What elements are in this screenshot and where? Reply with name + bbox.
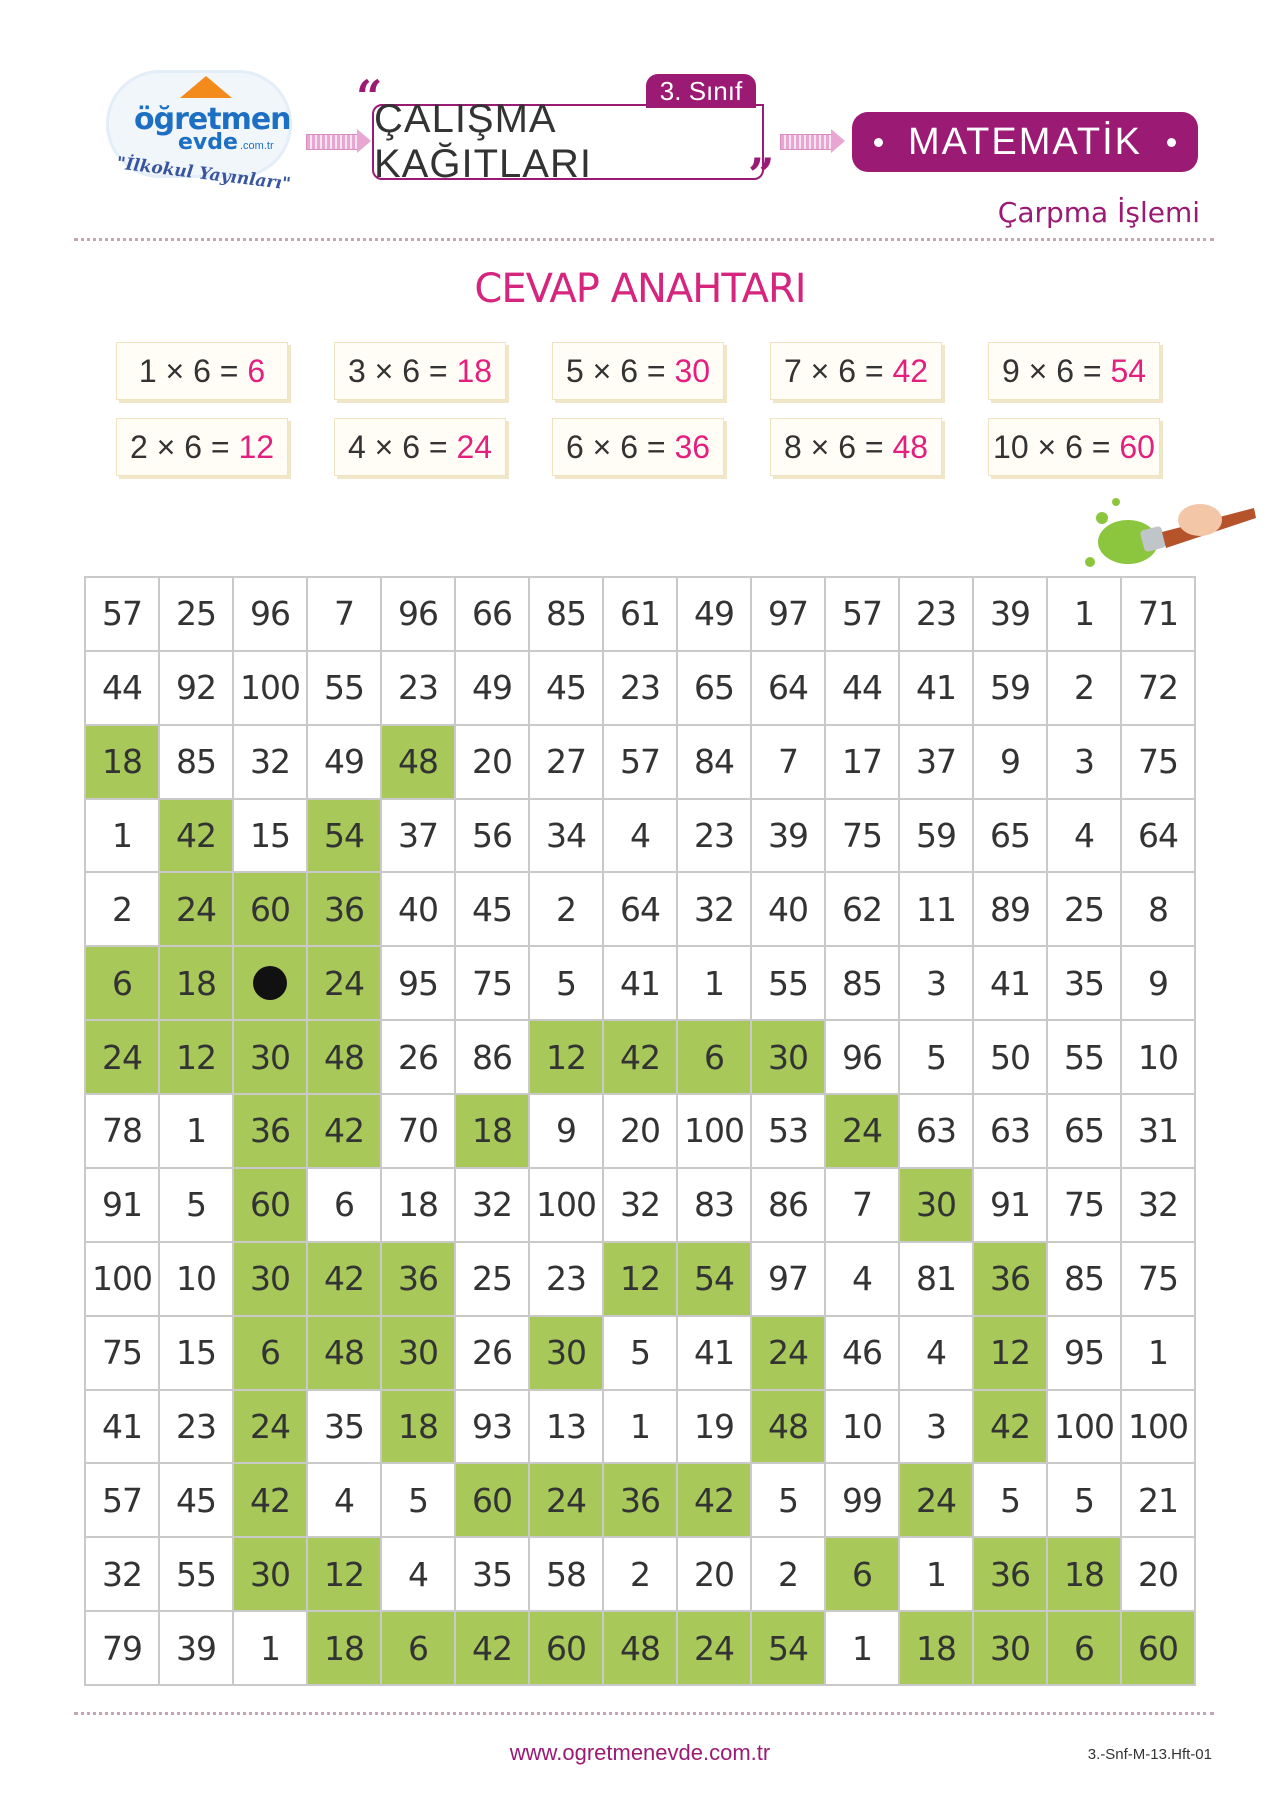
grid-cell[interactable]: 96 (826, 1021, 898, 1093)
grid-cell[interactable]: 19 (678, 1391, 750, 1463)
grid-cell[interactable]: 65 (1048, 1095, 1120, 1167)
equation-box (988, 418, 1160, 476)
grid-cell[interactable]: 5 (900, 1021, 972, 1093)
grid-cell[interactable]: 30 (234, 1243, 306, 1315)
grid-cell[interactable]: 49 (308, 726, 380, 798)
equation-expression: 8 × 6 = (783, 428, 893, 465)
grid-cell[interactable]: 63 (900, 1095, 972, 1167)
grid-cell[interactable]: 20 (456, 726, 528, 798)
grid-cell[interactable]: 6 (1048, 1612, 1120, 1684)
grid-cell[interactable]: 18 (86, 726, 158, 798)
equation-expression: 1 × 6 = (138, 352, 248, 389)
grid-cell[interactable]: 75 (826, 800, 898, 872)
grid-cell[interactable]: 23 (604, 652, 676, 724)
grid-cell[interactable]: 36 (604, 1464, 676, 1536)
equation-box (116, 342, 288, 400)
logo-brand-line1: öğretmen (134, 102, 291, 137)
header-divider (74, 238, 1214, 241)
equation-answer: 30 (674, 352, 711, 389)
grid-cell[interactable]: 75 (86, 1317, 158, 1389)
grid-cell[interactable]: 64 (752, 652, 824, 724)
grid-cell[interactable]: 96 (234, 578, 306, 650)
grid-cell[interactable]: 5 (382, 1464, 454, 1536)
grid-cell[interactable]: 1 (86, 800, 158, 872)
equation-answer: 36 (674, 428, 711, 465)
grid-cell[interactable]: 55 (160, 1538, 232, 1610)
grid-cell[interactable]: 36 (308, 873, 380, 945)
coloring-grid (84, 576, 1196, 1686)
grid-cell[interactable]: 95 (1048, 1317, 1120, 1389)
grid-cell[interactable]: 56 (456, 800, 528, 872)
grid-cell[interactable]: 23 (530, 1243, 602, 1315)
grid-cell[interactable]: 57 (86, 1464, 158, 1536)
grid-cell[interactable]: 24 (752, 1317, 824, 1389)
equation-answer: 6 (247, 352, 266, 389)
right-arrow-icon (780, 134, 832, 150)
grid-cell[interactable]: 57 (826, 578, 898, 650)
subject-label: MATEMATİK (907, 120, 1143, 163)
equation-answer: 24 (456, 428, 493, 465)
grid-cell[interactable]: 17 (826, 726, 898, 798)
grid-cell[interactable]: 30 (752, 1021, 824, 1093)
equation-answer: 48 (892, 428, 929, 465)
grid-cell[interactable]: 12 (604, 1243, 676, 1315)
grid-cell[interactable]: 75 (1122, 726, 1194, 798)
grid-cell[interactable]: 93 (456, 1391, 528, 1463)
grid-cell[interactable]: 24 (530, 1464, 602, 1536)
grid-cell[interactable]: 40 (382, 873, 454, 945)
grid-cell[interactable]: 4 (900, 1317, 972, 1389)
grid-cell[interactable]: 32 (678, 873, 750, 945)
grid-cell[interactable]: 63 (974, 1095, 1046, 1167)
right-arrow-icon (306, 134, 358, 150)
grid-cell[interactable]: 4 (308, 1464, 380, 1536)
grid-cell[interactable]: 60 (234, 873, 306, 945)
equation-expression: 4 × 6 = (347, 428, 457, 465)
document-code: 3.-Snf-M-13.Hft-01 (1087, 1746, 1212, 1763)
grid-cell[interactable]: 40 (752, 873, 824, 945)
equation-box (770, 342, 942, 400)
grid-cell[interactable]: 32 (604, 1169, 676, 1241)
equation-box (770, 418, 942, 476)
grid-cell[interactable]: 45 (160, 1464, 232, 1536)
grid-cell[interactable]: 54 (752, 1612, 824, 1684)
grid-cell[interactable]: 85 (826, 947, 898, 1019)
grid-cell[interactable]: 41 (86, 1391, 158, 1463)
grid-cell[interactable]: 53 (752, 1095, 824, 1167)
grid-cell[interactable]: 89 (974, 873, 1046, 945)
publisher-logo (100, 60, 300, 210)
grid-cell[interactable]: 24 (234, 1391, 306, 1463)
grid-cell[interactable]: 48 (752, 1391, 824, 1463)
grid-cell[interactable]: 55 (752, 947, 824, 1019)
grid-cell[interactable]: 9 (1122, 947, 1194, 1019)
grid-cell[interactable]: 45 (530, 652, 602, 724)
grid-cell[interactable]: 97 (752, 1243, 824, 1315)
equation-box (552, 418, 724, 476)
grid-cell[interactable]: 42 (308, 1243, 380, 1315)
grid-cell[interactable]: 48 (604, 1612, 676, 1684)
grid-cell[interactable]: 1 (900, 1538, 972, 1610)
logo-domain: .com.tr (240, 140, 274, 152)
grid-cell[interactable]: 48 (382, 726, 454, 798)
grid-cell[interactable]: 61 (604, 578, 676, 650)
grid-cell[interactable]: 6 (382, 1612, 454, 1684)
grid-cell[interactable]: 35 (456, 1538, 528, 1610)
grid-cell[interactable]: 13 (530, 1391, 602, 1463)
grid-cell[interactable]: 1 (1048, 578, 1120, 650)
grid-cell[interactable]: 42 (974, 1391, 1046, 1463)
grid-cell[interactable]: 34 (530, 800, 602, 872)
grid-cell[interactable]: 7 (752, 726, 824, 798)
grid-cell[interactable]: 3 (1048, 726, 1120, 798)
equation-box (334, 418, 506, 476)
grid-cell[interactable]: 64 (1122, 800, 1194, 872)
grid-cell[interactable]: 3 (900, 947, 972, 1019)
equation-answer: 54 (1110, 352, 1147, 389)
bullet-icon (1167, 138, 1176, 147)
worksheet-title: ÇALIŞMA KAĞITLARI (374, 97, 592, 186)
grid-cell[interactable]: 9 (530, 1095, 602, 1167)
grid-cell[interactable]: 10 (1122, 1021, 1194, 1093)
grid-cell[interactable]: 55 (308, 652, 380, 724)
grid-cell[interactable]: 1 (1122, 1317, 1194, 1389)
grid-cell[interactable]: 15 (160, 1317, 232, 1389)
equation-expression: 7 × 6 = (783, 352, 893, 389)
grid-cell[interactable]: 100 (1122, 1391, 1194, 1463)
grid-cell[interactable]: 5 (160, 1169, 232, 1241)
grid-cell[interactable]: 96 (382, 578, 454, 650)
grid-cell[interactable]: 32 (234, 726, 306, 798)
grid-cell[interactable]: 23 (678, 800, 750, 872)
grid-cell[interactable]: 72 (1122, 652, 1194, 724)
house-icon (180, 76, 232, 98)
grid-cell[interactable]: 2 (86, 873, 158, 945)
grid-cell[interactable]: 20 (1122, 1538, 1194, 1610)
grid-cell[interactable]: 60 (1122, 1612, 1194, 1684)
grid-cell[interactable]: 2 (530, 873, 602, 945)
equation-answer: 60 (1119, 428, 1155, 465)
grid-cell[interactable]: 64 (604, 873, 676, 945)
grid-cell[interactable]: 75 (456, 947, 528, 1019)
grid-cell[interactable]: 35 (1048, 947, 1120, 1019)
grid-cell[interactable]: 42 (456, 1612, 528, 1684)
equation-answer: 42 (892, 352, 929, 389)
grid-cell[interactable]: 10 (826, 1391, 898, 1463)
grid-cell[interactable]: 100 (1048, 1391, 1120, 1463)
equation-box (988, 342, 1160, 400)
grid-cell[interactable]: 2 (752, 1538, 824, 1610)
grid-cell[interactable]: 24 (678, 1612, 750, 1684)
grid-cell[interactable]: 18 (456, 1095, 528, 1167)
grid-cell[interactable]: 27 (530, 726, 602, 798)
grid-cell[interactable]: 26 (456, 1317, 528, 1389)
grid-cell[interactable]: 54 (678, 1243, 750, 1315)
logo-brand-line2: evde (178, 130, 238, 155)
grid-cell[interactable]: 65 (678, 652, 750, 724)
grid-cell[interactable]: 32 (86, 1538, 158, 1610)
grid-cell[interactable]: 31 (1122, 1095, 1194, 1167)
grid-cell[interactable]: 6 (234, 1317, 306, 1389)
grid-cell[interactable]: 85 (530, 578, 602, 650)
grid-cell[interactable]: 59 (900, 800, 972, 872)
grade-badge: 3. Sınıf (646, 74, 756, 108)
grid-cell[interactable]: 44 (826, 652, 898, 724)
grid-cell[interactable]: 39 (974, 578, 1046, 650)
equation-box (116, 418, 288, 476)
grid-cell[interactable]: 30 (974, 1612, 1046, 1684)
grid-cell[interactable]: 100 (234, 652, 306, 724)
grid-cell[interactable]: 48 (308, 1317, 380, 1389)
grid-cell[interactable]: 18 (160, 947, 232, 1019)
grid-cell[interactable]: 45 (456, 873, 528, 945)
grid-cell[interactable]: 83 (678, 1169, 750, 1241)
footer-website[interactable]: www.ogretmenevde.com.tr (509, 1740, 771, 1765)
grid-cell[interactable]: 12 (160, 1021, 232, 1093)
grid-cell[interactable]: 84 (678, 726, 750, 798)
grid-cell[interactable]: 5 (530, 947, 602, 1019)
grid-cell[interactable]: 60 (530, 1612, 602, 1684)
grid-cell[interactable]: 25 (160, 578, 232, 650)
grid-cell[interactable]: 62 (826, 873, 898, 945)
grid-cell[interactable]: 23 (382, 652, 454, 724)
grid-cell[interactable]: 57 (86, 578, 158, 650)
grid-cell[interactable]: 20 (604, 1095, 676, 1167)
grid-cell[interactable]: 95 (382, 947, 454, 1019)
grid-cell[interactable]: 41 (604, 947, 676, 1019)
grid-cell[interactable]: 15 (234, 800, 306, 872)
grid-cell[interactable]: 6 (826, 1538, 898, 1610)
bullet-icon (874, 138, 883, 147)
grid-cell[interactable]: 4 (382, 1538, 454, 1610)
grid-cell[interactable]: 4 (604, 800, 676, 872)
grid-cell[interactable]: 24 (86, 1021, 158, 1093)
footer-divider (74, 1712, 1214, 1715)
grid-cell[interactable]: 25 (456, 1243, 528, 1315)
grid-cell[interactable]: 79 (86, 1612, 158, 1684)
grid-cell[interactable]: 30 (234, 1021, 306, 1093)
grid-cell[interactable]: 32 (456, 1169, 528, 1241)
eye-dot-icon (253, 966, 287, 1000)
grid-cell[interactable]: 1 (678, 947, 750, 1019)
grid-cell[interactable]: 70 (382, 1095, 454, 1167)
grid-cell[interactable]: 6 (678, 1021, 750, 1093)
grid-cell[interactable]: 39 (752, 800, 824, 872)
grid-cell[interactable]: 85 (1048, 1243, 1120, 1315)
equation-answer: 12 (238, 428, 275, 465)
grid-cell[interactable]: 78 (86, 1095, 158, 1167)
grid-cell[interactable]: 18 (1048, 1538, 1120, 1610)
grid-cell[interactable]: 100 (530, 1169, 602, 1241)
grid-cell[interactable]: 55 (1048, 1021, 1120, 1093)
grid-cell[interactable]: 6 (308, 1169, 380, 1241)
grid-cell[interactable]: 60 (234, 1169, 306, 1241)
grid-cell[interactable]: 1 (826, 1612, 898, 1684)
grid-cell[interactable]: 48 (308, 1021, 380, 1093)
equation-expression: 2 × 6 = (129, 428, 239, 465)
grid-cell[interactable]: 5 (604, 1317, 676, 1389)
equation-expression: 5 × 6 = (565, 352, 675, 389)
grid-cell[interactable]: 37 (900, 726, 972, 798)
grid-cell[interactable]: 23 (900, 578, 972, 650)
grid-cell[interactable]: 54 (308, 800, 380, 872)
grid-cell[interactable]: 59 (974, 652, 1046, 724)
grid-cell[interactable]: 57 (604, 726, 676, 798)
grid-cell[interactable]: 42 (678, 1464, 750, 1536)
grid-cell[interactable]: 7 (308, 578, 380, 650)
grid-cell[interactable]: 5 (974, 1464, 1046, 1536)
grid-cell[interactable]: 24 (308, 947, 380, 1019)
grid-cell[interactable]: 8 (1122, 873, 1194, 945)
grid-cell[interactable]: 85 (160, 726, 232, 798)
grid-cell[interactable]: 39 (160, 1612, 232, 1684)
grid-cell[interactable]: 41 (974, 947, 1046, 1019)
grid-cell[interactable]: 11 (900, 873, 972, 945)
grid-cell[interactable]: 100 (86, 1243, 158, 1315)
subject-banner (852, 112, 1198, 172)
topic-label: Çarpma İşlemi (997, 196, 1200, 229)
grid-cell[interactable]: 26 (382, 1021, 454, 1093)
grid-cell[interactable]: 24 (826, 1095, 898, 1167)
worksheet-title-box (372, 97, 764, 186)
grid-cell[interactable]: 41 (678, 1317, 750, 1389)
grid-cell[interactable]: 91 (974, 1169, 1046, 1241)
grid-cell[interactable]: 30 (234, 1538, 306, 1610)
grid-cell[interactable]: 75 (1122, 1243, 1194, 1315)
grid-cell[interactable]: 1 (604, 1391, 676, 1463)
grid-cell[interactable]: 36 (234, 1095, 306, 1167)
grid-cell[interactable]: 81 (900, 1243, 972, 1315)
grid-cell[interactable]: 65 (974, 800, 1046, 872)
grid-cell[interactable]: 42 (234, 1464, 306, 1536)
equation-expression: 6 × 6 = (565, 428, 675, 465)
equation-box (552, 342, 724, 400)
grid-cell[interactable]: 91 (86, 1169, 158, 1241)
grid-cell[interactable]: 2 (604, 1538, 676, 1610)
grid-cell[interactable]: 7 (826, 1169, 898, 1241)
grid-cell[interactable]: 30 (382, 1317, 454, 1389)
grid-cell[interactable]: 58 (530, 1538, 602, 1610)
grid-cell[interactable]: 44 (86, 652, 158, 724)
grid-cell[interactable]: 12 (974, 1317, 1046, 1389)
grid-cell[interactable]: 18 (382, 1169, 454, 1241)
grid-cell[interactable]: 97 (752, 578, 824, 650)
grid-cell[interactable]: 1 (234, 1612, 306, 1684)
equation-expression: 10 × 6 = (993, 428, 1120, 465)
grid-cell[interactable]: 66 (456, 578, 528, 650)
grid-cell[interactable]: 21 (1122, 1464, 1194, 1536)
grid-cell[interactable]: 86 (456, 1021, 528, 1093)
grid-cell[interactable]: 49 (678, 578, 750, 650)
grid-cell[interactable]: 60 (456, 1464, 528, 1536)
grid-cell[interactable]: 5 (752, 1464, 824, 1536)
grid-cell[interactable]: 100 (678, 1095, 750, 1167)
grid-cell[interactable]: 12 (530, 1021, 602, 1093)
grid-cell[interactable]: 18 (900, 1612, 972, 1684)
grid-cell[interactable]: 9 (974, 726, 1046, 798)
grid-cell[interactable]: 36 (382, 1243, 454, 1315)
grid-cell[interactable]: 30 (900, 1169, 972, 1241)
grid-cell[interactable]: 6 (86, 947, 158, 1019)
grid-cell[interactable] (234, 947, 306, 1019)
grid-cell[interactable]: 99 (826, 1464, 898, 1536)
paintbrush-icon (1082, 490, 1262, 580)
grid-cell[interactable]: 25 (1048, 873, 1120, 945)
equation-answer: 18 (456, 352, 493, 389)
grid-cell[interactable]: 18 (308, 1612, 380, 1684)
grid-cell[interactable]: 20 (678, 1538, 750, 1610)
logo-tagline: "İlkokul Yayınları" (115, 153, 292, 195)
equation-expression: 3 × 6 = (347, 352, 457, 389)
equation-box (334, 342, 506, 400)
open-quote: “ (356, 70, 383, 124)
grid-cell[interactable]: 1 (160, 1095, 232, 1167)
equation-expression: 9 × 6 = (1001, 352, 1111, 389)
grid-cell[interactable]: 24 (900, 1464, 972, 1536)
grid-cell[interactable]: 92 (160, 652, 232, 724)
grid-cell[interactable]: 12 (308, 1538, 380, 1610)
grid-cell[interactable]: 36 (974, 1538, 1046, 1610)
grid-cell[interactable]: 2 (1048, 652, 1120, 724)
grid-cell[interactable]: 36 (974, 1243, 1046, 1315)
close-quote: ” (748, 148, 775, 202)
grid-cell[interactable]: 42 (160, 800, 232, 872)
grid-cell[interactable]: 10 (160, 1243, 232, 1315)
grid-cell[interactable]: 41 (900, 652, 972, 724)
grid-cell[interactable]: 50 (974, 1021, 1046, 1093)
grid-cell[interactable]: 35 (308, 1391, 380, 1463)
grid-cell[interactable]: 5 (1048, 1464, 1120, 1536)
grid-cell[interactable]: 18 (382, 1391, 454, 1463)
grid-cell[interactable]: 30 (530, 1317, 602, 1389)
grid-cell[interactable]: 24 (160, 873, 232, 945)
grid-cell[interactable]: 37 (382, 800, 454, 872)
grid-cell[interactable]: 42 (604, 1021, 676, 1093)
grid-cell[interactable]: 71 (1122, 578, 1194, 650)
grid-cell[interactable]: 4 (826, 1243, 898, 1315)
grid-cell[interactable]: 3 (900, 1391, 972, 1463)
grid-cell[interactable]: 42 (308, 1095, 380, 1167)
grid-cell[interactable]: 23 (160, 1391, 232, 1463)
grid-cell[interactable]: 4 (1048, 800, 1120, 872)
grid-cell[interactable]: 86 (752, 1169, 824, 1241)
grid-cell[interactable]: 46 (826, 1317, 898, 1389)
grid-cell[interactable]: 75 (1048, 1169, 1120, 1241)
answer-key-title: CEVAP ANAHTARI (474, 266, 806, 312)
grid-cell[interactable]: 32 (1122, 1169, 1194, 1241)
grid-cell[interactable]: 49 (456, 652, 528, 724)
